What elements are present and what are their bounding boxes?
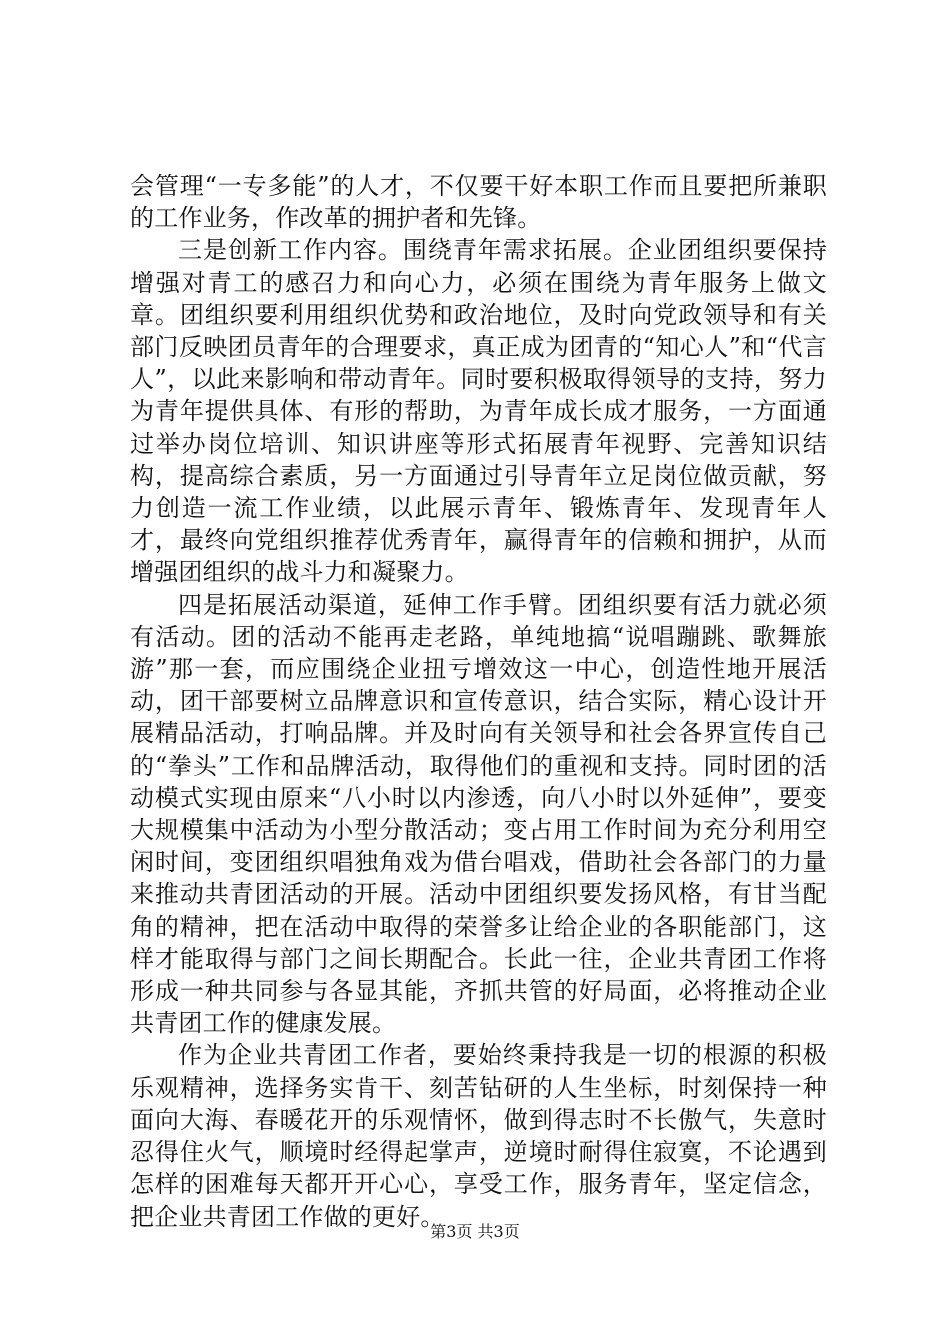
paragraph-innovate-work-content: 三是创新工作内容。围绕青年需求拓展。企业团组织要保持增强对青工的感召力和向心力，必须在围绕为青年服务上做文章。团组织要利用组织优势和政治地位，及时向党政领导和有关部门反映团员青年的合理要求，真正成为团青的“知心人”和“代言人”，以此来影响和带动青年。同时要积极取得领导的支持，努力为青年提供具体、有形的帮助，为青年成长成才服务，一方面通过举办岗位培训、知识讲座等形式拓展青年视野、完善知识结构，提高综合素质，另一方面通过引导青年立足岗位做贡献，努力创造一流工作业绩，以此展示青年、锻炼青年、发现青年人才，最终向党组织推荐优秀青年，赢得青年的信赖和拥护，从而增强团组织的战斗力和凝聚力。	[130, 236, 827, 587]
paragraph-continuation: 会管理“一专多能”的人才，不仅要干好本职工作而且要把所兼职的工作业务，作改革的拥护者和先锋。	[130, 172, 827, 233]
paragraph-expand-activity-channels: 四是拓展活动渠道，延伸工作手臂。团组织要有活力就必须有活动。团的活动不能再走老路，单纯地搞“说唱蹦跳、歌舞旅游”那一套，而应围绕企业扭亏增效这一中心，创造性地开展活动，团干部要树立品牌意识和宣传意识，结合实际，精心设计开展精品活动，打响品牌。并及时向有关领导和社会各界宣传自己的“拳头”工作和品牌活动，取得他们的重视和支持。同时团的活动模式实现由原来“八小时以内渗透，向八小时以外延伸”，要变大规模集中活动为小型分散活动；变占用工作时间为充分利用空闲时间，变团组织唱独角戏为借台唱戏，借助社会各部门的力量来推动共青团活动的开展。活动中团组织要发扬风格，有甘当配角的精神，把在活动中取得的荣誉多让给企业的各职能部门，这样才能取得与部门之间长期配合。长此一往，企业共青团工作将形成一种共同参与各显其能，齐抓共管的好局面，必将推动企业共青团工作的健康发展。	[130, 590, 827, 1038]
paragraph-conclusion: 作为企业共青团工作者，要始终秉持我是一切的根源的积极乐观精神，选择务实肯干、刻苦钻研的人生坐标，时刻保持一种面向大海、春暖花开的乐观情怀，做到得志时不长傲气，失意时忍得住火气，顺境时经得起掌声，逆境时耐得住寂寞，不论遇到怎样的困难每天都开开心心，享受工作，服务青年，坚定信念，把企业共青团工作做的更好。	[130, 1041, 827, 1231]
page-footer: 第3页 共3页	[430, 1222, 520, 1241]
document-body	[130, 170, 827, 1233]
